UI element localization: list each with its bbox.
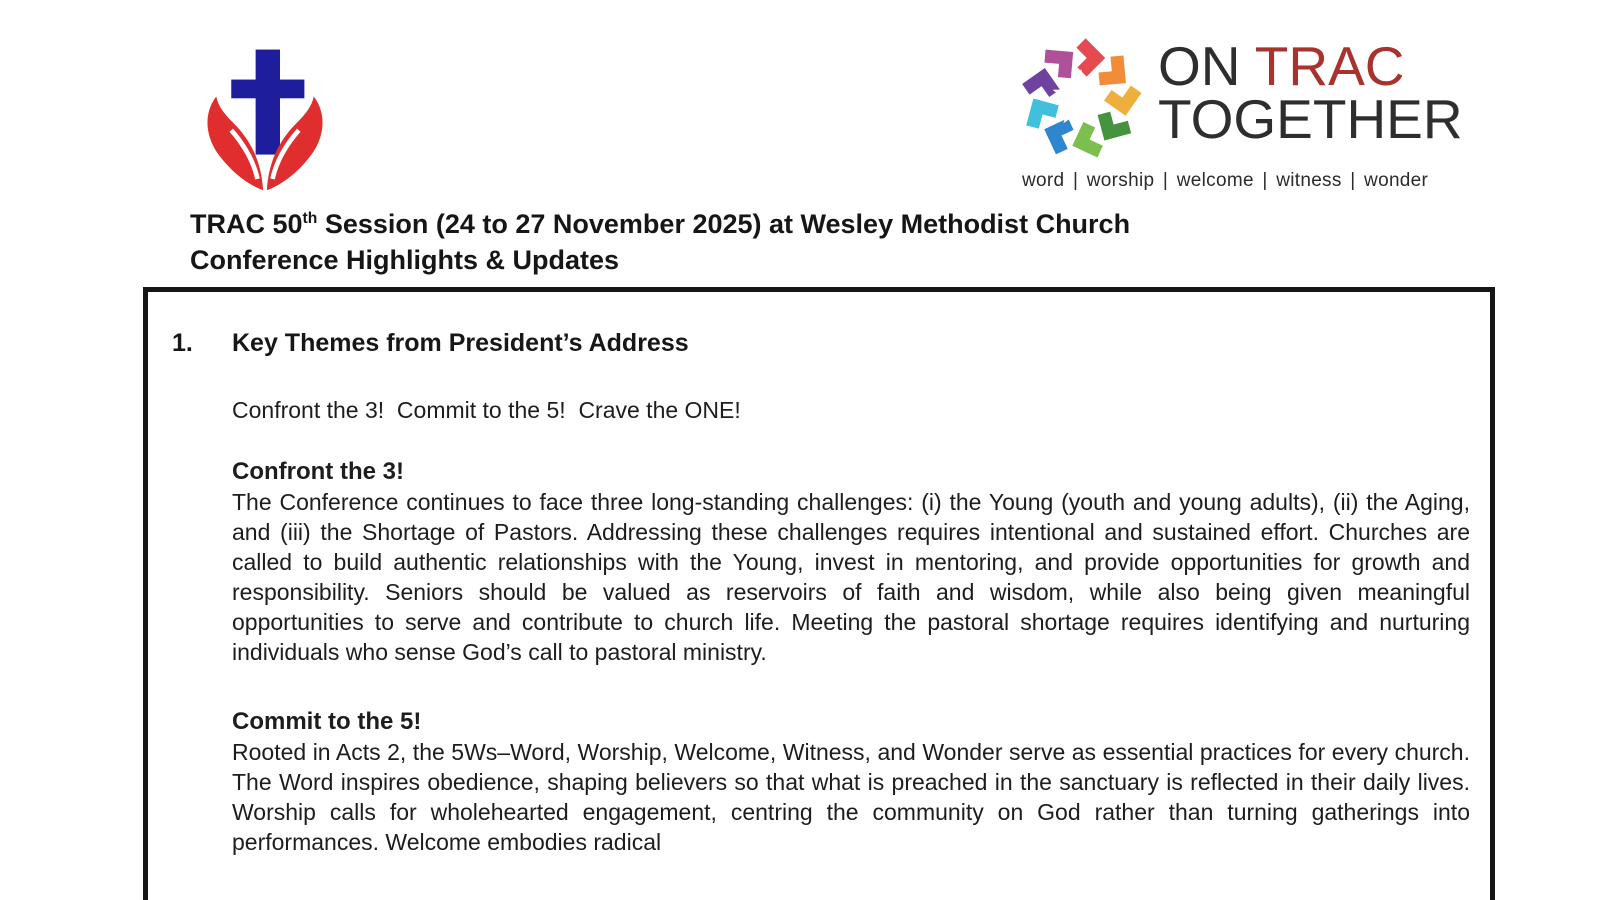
ontrac-tagline: word | worship | welcome | witness | wonder — [1022, 170, 1429, 191]
intro-line: Confront the 3! Commit to the 5! Crave the ONE! — [232, 397, 741, 423]
page-title-line2: Conference Highlights & Updates — [190, 245, 620, 275]
section-heading — [172, 328, 1465, 358]
subsection-confront — [232, 457, 1470, 667]
document-frame — [143, 287, 1495, 900]
ontrac-wordmark-line2: TOGETHER — [1158, 88, 1463, 150]
page-title-line1 — [190, 201, 1130, 242]
page-title — [190, 201, 1130, 278]
ontrac-wordmark-line1 — [1158, 35, 1463, 97]
title-pre: TRAC 50 — [190, 209, 303, 239]
on-text: ON — [1158, 35, 1255, 97]
subsection-commit-body: Rooted in Acts 2, the 5Ws–Word, Worship, Welcome, Witness, and Wonder serve as essential practices for every church. The Word inspires obedience, shaping believers so that what is preached in the sanctuary is reflected in their daily lives. Worship calls for wholehearted engagement, centring the community on God rather than turning gatherings into performances. Welcome embodies radical — [232, 739, 1470, 855]
subsection-confront-heading: Confront the 3! — [232, 458, 404, 485]
cross-flame-logo-icon — [190, 38, 340, 198]
cross-horizontal-bar — [231, 80, 304, 99]
title-post: Session (24 to 27 November 2025) at Wesley Methodist Church — [317, 209, 1131, 239]
section-number: 1. — [172, 329, 193, 357]
trac-text: TRAC — [1254, 35, 1405, 97]
title-ordinal-suffix: th — [302, 210, 318, 227]
subsection-confront-body: The Conference continues to face three long-standing challenges: (i) the Young (youth and young adults), (ii) the Aging, and (iii) the Shortage of Pastors. Addressing these challenges requires intentional and sustained effort. Churches are called to build authentic relationships with the Young, invest in mentoring, and provide opportunities for growth and responsibility. Seniors should be valued as reservoirs of faith and wisdom, while also being given meaningful opportunities to serve and contribute to church life. Meeting the pastoral shortage requires identifying and nurturing individuals who sense God’s call to pastoral ministry. — [232, 489, 1470, 665]
section-title: Key Themes from President’s Address — [232, 329, 689, 357]
ontrac-wordmark — [1158, 35, 1463, 150]
cross-vertical-bar — [256, 50, 280, 155]
subsection-commit-heading: Commit to the 5! — [232, 708, 422, 735]
star-pinwheel-icon — [1012, 33, 1150, 165]
subsection-commit — [232, 707, 1470, 857]
